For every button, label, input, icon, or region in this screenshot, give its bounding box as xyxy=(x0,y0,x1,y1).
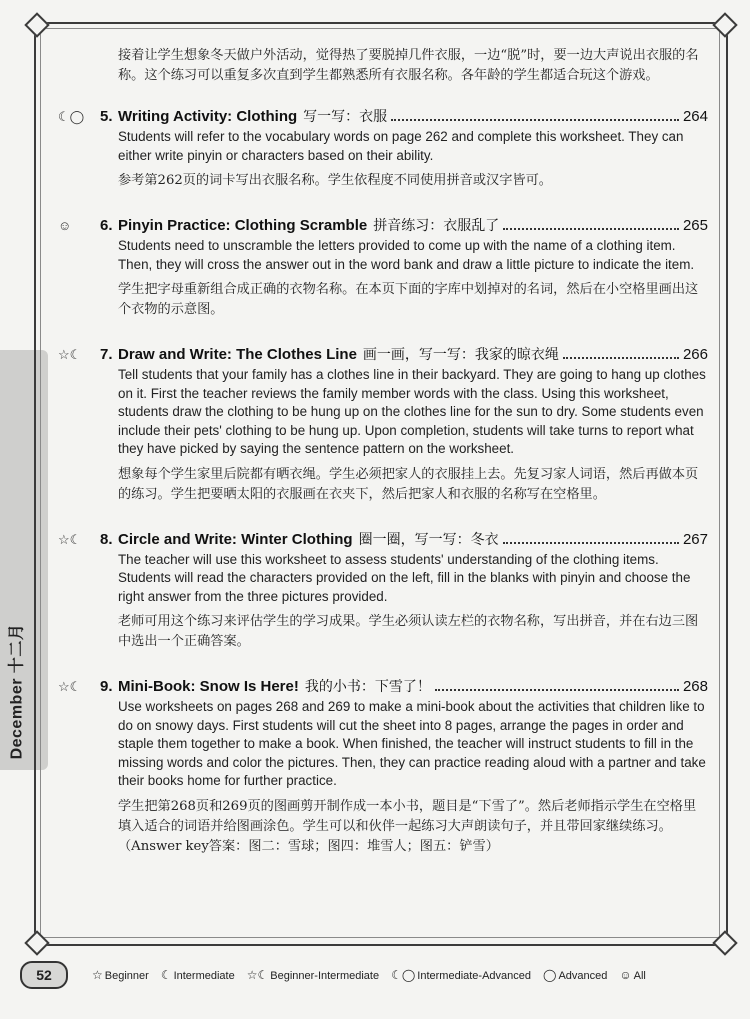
activity-number: 9. xyxy=(100,678,113,695)
legend-item xyxy=(161,968,235,982)
legend-label: Beginner-Intermediate xyxy=(270,970,380,982)
level-icon: ☾ xyxy=(160,968,172,982)
level-icon: ☆ xyxy=(92,968,103,982)
activity-title-chinese: 我的小书：下雪了！ xyxy=(304,679,431,695)
activity-description-english: Students will refer to the vocabulary words on page 262 and complete this worksheet. They can either write pinyin or characters based on their ability. xyxy=(118,129,684,163)
activity-description-english: The teacher will use this worksheet to assess students' understanding of the clothing items. Students will read the characters provided on the left, fill in the blanks with pinyin and choose the right answer from the three pictures provided. xyxy=(118,551,691,604)
legend-label: Intermediate-Advanced xyxy=(417,970,532,982)
legend-item xyxy=(543,968,607,982)
leader-dots xyxy=(435,688,679,691)
footer xyxy=(20,960,740,990)
activity-title-chinese: 拼音练习：衣服乱了 xyxy=(373,218,500,234)
activity-number: 8. xyxy=(100,530,113,548)
activity-section xyxy=(58,215,708,320)
activity-section xyxy=(58,344,708,505)
activity-description-english: Students need to unscramble the letters provided to come up with the name of a clothing item. Then, they will cross the answer out in the word bank and draw a little picture to indicate the item. xyxy=(118,238,695,272)
activity-number: 5. xyxy=(100,108,113,125)
legend-item xyxy=(619,968,646,982)
activity-list xyxy=(58,106,708,857)
activity-title: Pinyin Practice: Clothing Scramble xyxy=(118,217,368,234)
activity-description-english: Use worksheets on pages 268 and 269 to make a mini-book about the activities that children like to do on snowy days. First students will cut the sheet into 8 pages, arrange the pages in order and staple them together to make a book. When finished, the teacher will instruct students to fill in the missing words and color the pictures. Then, they can practice reading aloud with a partner and take their books home for further practice. xyxy=(118,699,706,788)
level-icon: ◯ xyxy=(543,968,557,982)
level-icons: ☆☾ xyxy=(58,531,82,547)
legend-item xyxy=(247,968,379,982)
activity-page-number: 265 xyxy=(682,217,708,234)
level-icons: ☾◯ xyxy=(58,109,85,124)
activity-title-chinese: 画一画，写一写：我家的晾衣绳 xyxy=(362,347,559,363)
activity-description-chinese: 学生把第268页和269页的图画剪开制作成一本小书，题目是“下雪了”。然后老师指示学生在空格里填入适合的词语并给图画涂色。学生可以和伙伴一起练习大声朗读句子，并且带回家继续练习。（Answer key答案：图二：雪球；图四：堆雪人；图五：铲雪） xyxy=(118,798,697,854)
level-icon: ☆☾ xyxy=(246,968,269,982)
activity-title: Draw and Write: The Clothes Line xyxy=(118,346,357,363)
activity-page-number: 268 xyxy=(682,678,708,695)
activity-description-english: Tell students that your family has a clothes line in their backyard. They are going to hang up clothes on it. First the teacher reviews the family member words with the class. Using this worksheet, students draw the clothing to be hung up on the clothes line for the sun to dry. Some students even include their pets' clothing to be hung up. Upon completion, students will take turns to report what they have picked by saying the sentence pattern on the worksheet. xyxy=(118,367,706,456)
activity-title-chinese: 写一写：衣服 xyxy=(303,109,388,125)
activity-description-chinese: 想象每个学生家里后院都有晒衣绳。学生必须把家人的衣服挂上去。先复习家人词语，然后再做本页的练习。学生把要晒太阳的衣服画在衣夹下，然后把家人和衣服的名称写在空格里。 xyxy=(118,466,699,502)
legend-label: Intermediate xyxy=(173,970,235,982)
activity-page-number: 267 xyxy=(682,530,708,548)
page-number-badge: 52 xyxy=(20,961,68,989)
activity-section xyxy=(58,676,708,857)
legend-item xyxy=(92,968,149,982)
activity-number: 7. xyxy=(100,346,113,363)
activity-heading xyxy=(58,344,708,366)
activity-title: Writing Activity: Clothing xyxy=(118,108,298,125)
activity-section xyxy=(58,106,708,191)
activity-description-chinese: 参考第262页的词卡写出衣服名称。学生依程度不同使用拼音或汉字皆可。 xyxy=(118,173,552,188)
content xyxy=(58,46,708,881)
activity-heading xyxy=(58,529,708,551)
side-tab-label: December 十二月 xyxy=(8,623,26,760)
level-legend xyxy=(92,968,658,982)
legend-label: Beginner xyxy=(104,970,149,982)
activity-page-number: 266 xyxy=(682,346,708,363)
activity-number: 6. xyxy=(100,217,113,234)
activity-title: Circle and Write: Winter Clothing xyxy=(118,530,353,548)
level-icon: ☾◯ xyxy=(391,968,416,982)
leader-dots xyxy=(563,356,679,359)
intro-paragraph: 接着让学生想象冬天做户外活动，觉得热了要脱掉几件衣服，一边“脱”时，要一边大声说出衣服的名称。这个练习可以重复多次直到学生都熟悉所有衣服名称。各年龄的学生都适合玩这个游戏。 xyxy=(118,48,699,83)
activity-description-chinese: 学生把字母重新组合成正确的衣物名称。在本页下面的字库中划掉对的名词，然后在小空格里画出这个衣物的示意图。 xyxy=(118,282,699,317)
level-icons: ☆☾ xyxy=(58,347,82,362)
level-icons: ☆☾ xyxy=(58,679,82,694)
activity-heading xyxy=(58,215,708,237)
activity-heading xyxy=(58,106,708,128)
legend-label: Advanced xyxy=(558,970,608,982)
activity-title-chinese: 圈一圈，写一写：冬衣 xyxy=(358,531,499,548)
legend-label: All xyxy=(633,970,646,982)
leader-dots xyxy=(503,541,679,544)
level-icons: ☺ xyxy=(58,218,72,233)
activity-description-chinese: 老师可用这个练习来评估学生的学习成果。学生必须认读左栏的衣物名称，写出拼音，并在右边三图中选出一个正确答案。 xyxy=(118,614,699,649)
leader-dots xyxy=(391,118,679,121)
activity-page-number: 264 xyxy=(682,108,708,125)
activity-heading xyxy=(58,676,708,698)
leader-dots xyxy=(503,227,679,230)
activity-title: Mini-Book: Snow Is Here! xyxy=(118,678,299,695)
level-icon: ☺ xyxy=(619,968,632,982)
activity-section xyxy=(58,529,708,653)
legend-item xyxy=(391,968,531,982)
